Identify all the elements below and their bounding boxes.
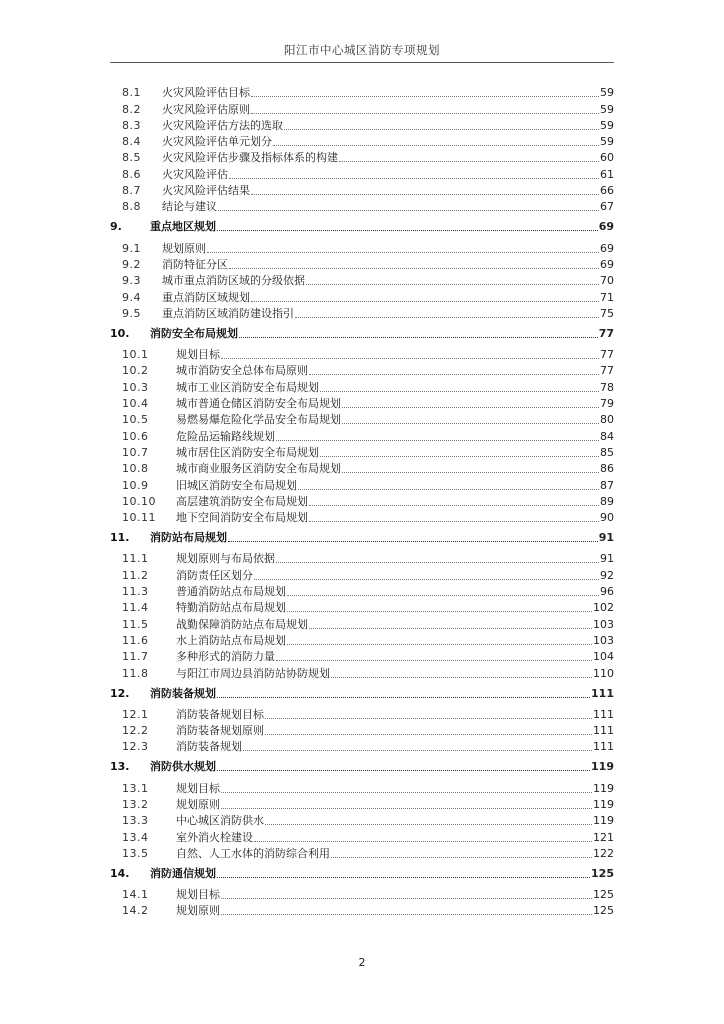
toc-entry-page: 91 xyxy=(600,552,614,566)
toc-entry-title: 规划目标 xyxy=(176,781,220,795)
toc-entry-number: 11.1 xyxy=(122,552,149,566)
toc-entry-title: 城市消防安全总体布局原则 xyxy=(176,364,308,378)
toc-entry-title: 结论与建议 xyxy=(162,200,217,214)
toc-dot-leader xyxy=(221,358,599,359)
toc-entry-page: 89 xyxy=(600,494,614,508)
toc-entry-page: 119 xyxy=(591,760,614,774)
toc-dot-leader xyxy=(273,145,599,146)
toc-entry-number: 10.8 xyxy=(122,462,149,476)
toc-section-entry[interactable] xyxy=(110,583,614,599)
toc-entry-title: 战勤保障消防站点布局规划 xyxy=(176,617,308,631)
toc-entry-page: 121 xyxy=(593,830,614,844)
toc-section-entry[interactable] xyxy=(110,828,614,844)
toc-entry-page: 85 xyxy=(600,445,614,459)
toc-dot-leader xyxy=(229,268,599,269)
toc-section-entry[interactable] xyxy=(110,256,614,272)
toc-entry-page: 77 xyxy=(600,348,614,362)
toc-entry-title: 室外消火栓建设 xyxy=(176,830,253,844)
toc-entry-number: 11. xyxy=(110,531,130,545)
toc-dot-leader xyxy=(342,472,599,473)
toc-section-entry[interactable] xyxy=(110,648,614,664)
toc-entry-title: 消防通信规划 xyxy=(150,866,216,880)
toc-entry-number: 11.2 xyxy=(122,568,149,582)
toc-dot-leader xyxy=(251,301,599,302)
toc-section-entry[interactable] xyxy=(110,460,614,476)
page-number: 2 xyxy=(358,956,366,969)
toc-dot-leader xyxy=(339,161,599,162)
toc-entry-number: 11.3 xyxy=(122,585,149,599)
toc-entry-title: 城市普通仓储区消防安全布局规划 xyxy=(176,397,341,411)
toc-section-entry[interactable] xyxy=(110,476,614,492)
toc-dot-leader xyxy=(221,808,592,809)
toc-dot-leader xyxy=(309,374,599,375)
toc-entry-number: 14.2 xyxy=(122,904,149,918)
toc-section-entry[interactable] xyxy=(110,902,614,918)
toc-entry-title: 自然、人工水体的消防综合利用 xyxy=(176,846,330,860)
toc-chapter-entry[interactable] xyxy=(110,760,614,774)
toc-section-entry[interactable] xyxy=(110,509,614,525)
toc-entry-number: 10.1 xyxy=(122,348,149,362)
toc-dot-leader xyxy=(331,857,592,858)
toc-section-entry[interactable] xyxy=(110,493,614,509)
toc-dot-leader xyxy=(228,541,598,542)
toc-dot-leader xyxy=(276,440,599,441)
toc-entry-page: 91 xyxy=(598,531,614,545)
toc-entry-title: 规划目标 xyxy=(176,348,220,362)
toc-entry-number: 13.3 xyxy=(122,814,149,828)
toc-dot-leader xyxy=(254,841,592,842)
toc-dot-leader xyxy=(265,718,592,719)
toc-entry-page: 92 xyxy=(600,568,614,582)
toc-section-entry[interactable] xyxy=(110,346,614,362)
toc-entry-title: 火灾风险评估目标 xyxy=(162,86,250,100)
toc-entry-page: 125 xyxy=(593,888,614,902)
toc-section-entry[interactable] xyxy=(110,615,614,631)
toc-entry-title: 地下空间消防安全布局规划 xyxy=(176,511,308,525)
toc-section-entry[interactable] xyxy=(110,149,614,165)
toc-entry-page: 119 xyxy=(593,781,614,795)
toc-section-entry[interactable] xyxy=(110,378,614,394)
toc-entry-page: 119 xyxy=(593,814,614,828)
toc-entry-page: 67 xyxy=(600,200,614,214)
toc-entry-page: 78 xyxy=(600,380,614,394)
toc-entry-number: 10. xyxy=(110,326,130,340)
toc-section-entry[interactable] xyxy=(110,84,614,100)
toc-section-entry[interactable] xyxy=(110,427,614,443)
toc-entry-page: 75 xyxy=(600,306,614,320)
toc-entry-title: 高层建筑消防安全布局规划 xyxy=(176,494,308,508)
toc-entry-title: 火灾风险评估原则 xyxy=(162,102,250,116)
toc-entry-number: 12.1 xyxy=(122,707,149,721)
toc-section-entry[interactable] xyxy=(110,664,614,680)
toc-entry-title: 重点消防区域规划 xyxy=(162,290,250,304)
toc-dot-leader xyxy=(221,792,592,793)
toc-entry-number: 9.2 xyxy=(122,257,141,271)
toc-entry-number: 11.7 xyxy=(122,650,149,664)
toc-entry-page: 77 xyxy=(598,326,614,340)
toc-entry-page: 90 xyxy=(600,511,614,525)
toc-dot-leader xyxy=(265,824,592,825)
toc-section-entry[interactable] xyxy=(110,722,614,738)
toc-entry-title: 火灾风险评估方法的选取 xyxy=(162,118,283,132)
toc-dot-leader xyxy=(309,521,599,522)
toc-dot-leader xyxy=(251,96,599,97)
toc-entry-title: 规划目标 xyxy=(176,888,220,902)
page-header: 阳江市中心城区消防专项规划 xyxy=(284,43,440,57)
toc-entry-title: 重点消防区域消防建设指引 xyxy=(162,306,294,320)
toc-entry-title: 消防装备规划 xyxy=(176,740,242,754)
toc-dot-leader xyxy=(331,677,592,678)
toc-entry-page: 125 xyxy=(593,904,614,918)
toc-entry-number: 9.4 xyxy=(122,290,141,304)
toc-entry-page: 111 xyxy=(593,707,614,721)
toc-section-entry[interactable] xyxy=(110,796,614,812)
toc-entry-title: 消防装备规划目标 xyxy=(176,707,264,721)
toc-entry-page: 79 xyxy=(600,397,614,411)
toc-dot-leader xyxy=(276,562,599,563)
toc-section-entry[interactable] xyxy=(110,812,614,828)
toc-dot-leader xyxy=(239,337,598,338)
toc-entry-page: 111 xyxy=(591,686,614,700)
toc-section-entry[interactable] xyxy=(110,165,614,181)
toc-dot-leader xyxy=(295,317,599,318)
toc-dot-leader xyxy=(284,129,599,130)
toc-section-entry[interactable] xyxy=(110,117,614,133)
toc-section-entry[interactable] xyxy=(110,395,614,411)
toc-section-entry[interactable] xyxy=(110,362,614,378)
toc-section-entry[interactable] xyxy=(110,550,614,566)
toc-dot-leader xyxy=(320,456,599,457)
toc-chapter-entry[interactable] xyxy=(110,327,614,341)
toc-entry-page: 69 xyxy=(600,257,614,271)
toc-entry-title: 消防特征分区 xyxy=(162,257,228,271)
toc-dot-leader xyxy=(287,595,599,596)
toc-entry-title: 重点地区规划 xyxy=(150,220,216,234)
toc-section-entry[interactable] xyxy=(110,444,614,460)
toc-entry-page: 110 xyxy=(593,666,614,680)
toc-entry-page: 102 xyxy=(593,601,614,615)
toc-entry-number: 8.2 xyxy=(122,102,141,116)
toc-entry-number: 10.6 xyxy=(122,429,149,443)
toc-section-entry[interactable] xyxy=(110,100,614,116)
toc-entry-title: 规划原则 xyxy=(162,241,206,255)
table-of-contents xyxy=(110,84,614,918)
toc-entry-title: 危险品运输路线规划 xyxy=(176,429,275,443)
toc-entry-title: 火灾风险评估单元划分 xyxy=(162,135,272,149)
toc-dot-leader xyxy=(207,252,599,253)
toc-entry-page: 59 xyxy=(600,86,614,100)
toc-dot-leader xyxy=(229,178,599,179)
toc-entry-number: 10.7 xyxy=(122,445,149,459)
toc-entry-page: 103 xyxy=(593,617,614,631)
toc-section-entry[interactable] xyxy=(110,845,614,861)
toc-entry-title: 火灾风险评估步骤及指标体系的构建 xyxy=(162,151,338,165)
toc-section-entry[interactable] xyxy=(110,288,614,304)
toc-entry-title: 火灾风险评估 xyxy=(162,167,228,181)
toc-entry-title: 规划原则 xyxy=(176,904,220,918)
toc-entry-number: 9.5 xyxy=(122,306,141,320)
toc-dot-leader xyxy=(287,611,592,612)
toc-entry-number: 8.5 xyxy=(122,151,141,165)
toc-dot-leader xyxy=(309,505,599,506)
toc-entry-page: 80 xyxy=(600,413,614,427)
toc-entry-number: 12.3 xyxy=(122,740,149,754)
toc-entry-number: 10.11 xyxy=(122,511,156,525)
toc-chapter-entry[interactable] xyxy=(110,867,614,881)
toc-entry-number: 8.8 xyxy=(122,200,141,214)
toc-section-entry[interactable] xyxy=(110,779,614,795)
toc-entry-page: 87 xyxy=(600,478,614,492)
toc-dot-leader xyxy=(342,407,599,408)
toc-dot-leader xyxy=(221,914,592,915)
toc-entry-page: 70 xyxy=(600,274,614,288)
toc-section-entry[interactable] xyxy=(110,886,614,902)
toc-section-entry[interactable] xyxy=(110,566,614,582)
toc-entry-page: 69 xyxy=(600,241,614,255)
toc-entry-title: 城市工业区消防安全布局规划 xyxy=(176,380,319,394)
toc-dot-leader xyxy=(320,391,599,392)
toc-dot-leader xyxy=(254,579,599,580)
toc-entry-page: 125 xyxy=(591,866,614,880)
toc-entry-number: 12. xyxy=(110,686,130,700)
toc-entry-page: 122 xyxy=(593,846,614,860)
toc-entry-title: 普通消防站点布局规划 xyxy=(176,585,286,599)
toc-entry-page: 66 xyxy=(600,184,614,198)
toc-dot-leader xyxy=(287,644,592,645)
toc-entry-page: 96 xyxy=(600,585,614,599)
toc-entry-number: 10.3 xyxy=(122,380,149,394)
toc-entry-page: 86 xyxy=(600,462,614,476)
toc-entry-page: 59 xyxy=(600,102,614,116)
toc-section-entry[interactable] xyxy=(110,272,614,288)
toc-entry-number: 13.4 xyxy=(122,830,149,844)
toc-dot-leader xyxy=(217,230,598,231)
toc-chapter-entry[interactable] xyxy=(110,531,614,545)
toc-entry-title: 消防装备规划 xyxy=(150,686,216,700)
toc-entry-number: 10.2 xyxy=(122,364,149,378)
toc-entry-title: 规划原则与布局依据 xyxy=(176,552,275,566)
toc-entry-title: 与阳江市周边县消防站协防规划 xyxy=(176,666,330,680)
toc-section-entry[interactable] xyxy=(110,599,614,615)
toc-entry-page: 60 xyxy=(600,151,614,165)
toc-dot-leader xyxy=(218,210,599,211)
toc-entry-title: 消防站布局规划 xyxy=(150,531,227,545)
toc-entry-title: 消防责任区划分 xyxy=(176,568,253,582)
toc-entry-number: 13. xyxy=(110,760,130,774)
toc-entry-number: 8.1 xyxy=(122,86,141,100)
toc-entry-title: 城市居住区消防安全布局规划 xyxy=(176,445,319,459)
toc-entry-number: 11.6 xyxy=(122,633,149,647)
toc-entry-title: 规划原则 xyxy=(176,797,220,811)
toc-entry-title: 火灾风险评估结果 xyxy=(162,184,250,198)
toc-dot-leader xyxy=(251,113,599,114)
toc-dot-leader xyxy=(309,628,592,629)
toc-entry-page: 111 xyxy=(593,724,614,738)
toc-entry-number: 9. xyxy=(110,220,122,234)
toc-chapter-entry[interactable] xyxy=(110,687,614,701)
toc-section-entry[interactable] xyxy=(110,738,614,754)
toc-dot-leader xyxy=(217,697,590,698)
toc-section-entry[interactable] xyxy=(110,239,614,255)
toc-entry-number: 11.5 xyxy=(122,617,149,631)
toc-dot-leader xyxy=(221,898,592,899)
toc-entry-page: 77 xyxy=(600,364,614,378)
toc-dot-leader xyxy=(276,660,592,661)
toc-entry-page: 69 xyxy=(598,220,614,234)
toc-entry-number: 10.4 xyxy=(122,397,149,411)
toc-entry-number: 13.2 xyxy=(122,797,149,811)
toc-entry-number: 14. xyxy=(110,866,130,880)
toc-section-entry[interactable] xyxy=(110,706,614,722)
toc-dot-leader xyxy=(217,877,590,878)
toc-dot-leader xyxy=(298,489,599,490)
toc-section-entry[interactable] xyxy=(110,198,614,214)
toc-entry-number: 13.1 xyxy=(122,781,149,795)
toc-entry-number: 8.6 xyxy=(122,167,141,181)
toc-entry-page: 84 xyxy=(600,429,614,443)
toc-entry-title: 消防装备规划原则 xyxy=(176,724,264,738)
toc-entry-number: 14.1 xyxy=(122,888,149,902)
toc-section-entry[interactable] xyxy=(110,411,614,427)
toc-dot-leader xyxy=(342,423,599,424)
toc-entry-page: 61 xyxy=(600,167,614,181)
toc-section-entry[interactable] xyxy=(110,305,614,321)
toc-entry-number: 9.3 xyxy=(122,274,141,288)
toc-dot-leader xyxy=(306,284,599,285)
toc-entry-page: 59 xyxy=(600,135,614,149)
toc-entry-title: 多种形式的消防力量 xyxy=(176,650,275,664)
toc-dot-leader xyxy=(265,734,592,735)
toc-dot-leader xyxy=(217,770,590,771)
toc-entry-title: 易燃易爆危险化学品安全布局规划 xyxy=(176,413,341,427)
toc-entry-number: 10.5 xyxy=(122,413,149,427)
toc-entry-page: 103 xyxy=(593,633,614,647)
toc-entry-number: 9.1 xyxy=(122,241,141,255)
toc-entry-page: 59 xyxy=(600,118,614,132)
toc-entry-number: 8.7 xyxy=(122,184,141,198)
toc-section-entry[interactable] xyxy=(110,133,614,149)
toc-entry-page: 71 xyxy=(600,290,614,304)
toc-entry-title: 消防安全布局规划 xyxy=(150,326,238,340)
toc-entry-title: 水上消防站点布局规划 xyxy=(176,633,286,647)
header-divider xyxy=(110,62,614,63)
toc-entry-number: 10.10 xyxy=(122,494,156,508)
toc-entry-title: 中心城区消防供水 xyxy=(176,814,264,828)
toc-section-entry[interactable] xyxy=(110,632,614,648)
toc-entry-number: 8.4 xyxy=(122,135,141,149)
toc-dot-leader xyxy=(243,750,592,751)
toc-entry-title: 消防供水规划 xyxy=(150,760,216,774)
toc-entry-title: 特勤消防站点布局规划 xyxy=(176,601,286,615)
toc-entry-number: 11.8 xyxy=(122,666,149,680)
toc-entry-page: 104 xyxy=(593,650,614,664)
toc-chapter-entry[interactable] xyxy=(110,220,614,234)
toc-entry-number: 8.3 xyxy=(122,118,141,132)
toc-entry-title: 城市商业服务区消防安全布局规划 xyxy=(176,462,341,476)
toc-section-entry[interactable] xyxy=(110,182,614,198)
toc-entry-page: 119 xyxy=(593,797,614,811)
toc-entry-number: 10.9 xyxy=(122,478,149,492)
toc-dot-leader xyxy=(251,194,599,195)
toc-entry-title: 旧城区消防安全布局规划 xyxy=(176,478,297,492)
toc-entry-number: 13.5 xyxy=(122,846,149,860)
toc-entry-number: 12.2 xyxy=(122,724,149,738)
toc-entry-title: 城市重点消防区域的分级依据 xyxy=(162,274,305,288)
toc-entry-number: 11.4 xyxy=(122,601,149,615)
toc-entry-page: 111 xyxy=(593,740,614,754)
